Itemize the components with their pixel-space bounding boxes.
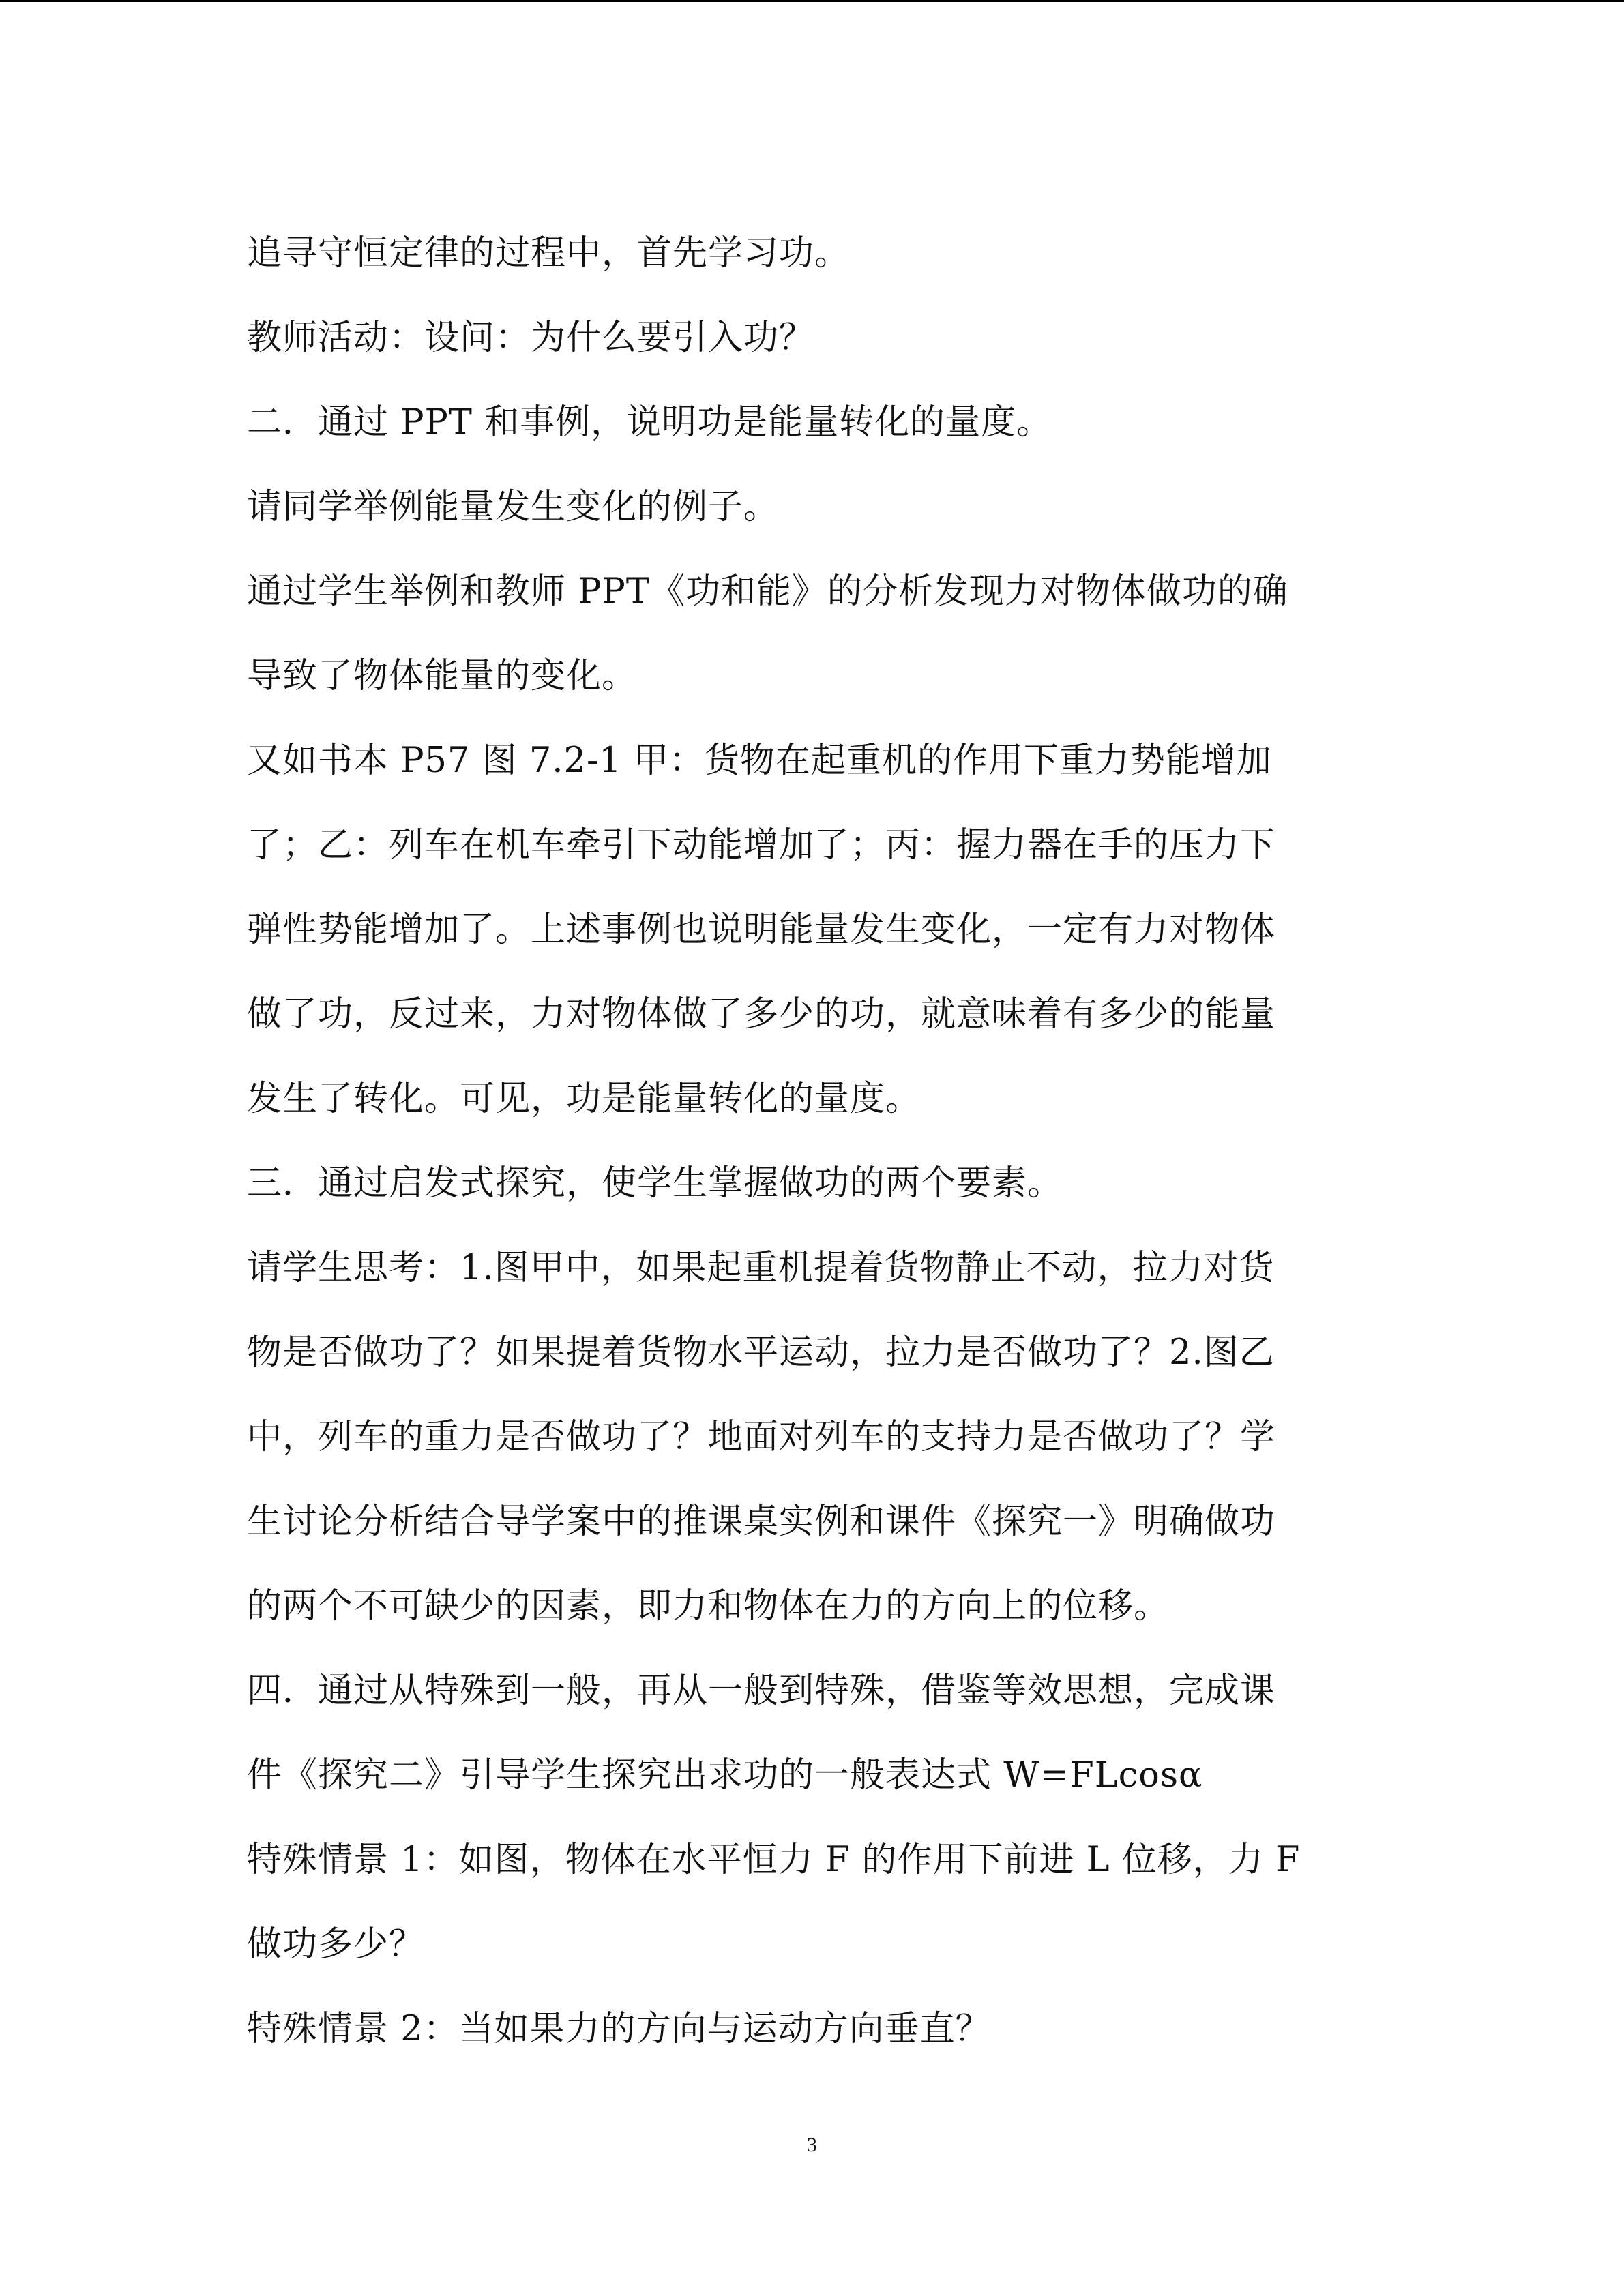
section-heading: 三．通过启发式探究，使学生掌握做功的两个要素。 [247,1163,1063,1204]
text-line: 生讨论分析结合导学案中的推课桌实例和课件《探究一》明确做功 [247,1502,1276,1542]
text-line: 导致了物体能量的变化。 [247,656,638,696]
text-line: 教师活动：设问：为什么要引入功？ [247,318,815,358]
text-line: 发生了转化。可见，功是能量转化的量度。 [247,1079,921,1119]
text-line: 物是否做功了？如果提着货物水平运动，拉力是否做功了？2.图乙 [247,1332,1275,1373]
text-line: 请学生思考：1.图甲中，如果起重机提着货物静止不动，拉力对货 [247,1248,1275,1288]
page-body [247,211,1365,2072]
text-line: 做了功，反过来，力对物体做了多少的功，就意味着有多少的能量 [247,994,1276,1034]
text-line: 中，列车的重力是否做功了？地面对列车的支持力是否做功了？学 [247,1417,1276,1457]
text-line: 特殊情景 1：如图，物体在水平恒力 F 的作用下前进 L 位移，力 F [247,1840,1301,1880]
text-line: 做功多少？ [247,1924,425,1965]
section-heading: 二．通过 PPT 和事例，说明功是能量转化的量度。 [247,402,1052,443]
text-line: 追寻守恒定律的过程中，首先学习功。 [247,233,851,273]
text-line: 通过学生举例和教师 PPT《功和能》的分析发现力对物体做功的确 [247,571,1288,612]
text-line: 请同学举例能量发生变化的例子。 [247,487,780,527]
section-heading: 四．通过从特殊到一般，再从一般到特殊，借鉴等效思想，完成课 [247,1671,1276,1711]
text-line: 了；乙：列车在机车牵引下动能增加了；丙：握力器在手的压力下 [247,825,1276,865]
text-line: 又如书本 P57 图 7.2-1 甲：货物在起重机的作用下重力势能增加 [247,741,1272,781]
text-line: 特殊情景 2：当如果力的方向与运动方向垂直？ [247,2009,991,2049]
text-line: 件《探究二》引导学生探究出求功的一般表达式 W=FLcosα [247,1755,1203,1795]
text-line: 弹性势能增加了。上述事例也说明能量发生变化，一定有力对物体 [247,910,1276,950]
text-line: 的两个不可缺少的因素，即力和物体在力的方向上的位移。 [247,1586,1170,1626]
page-number: 3 [807,2134,817,2156]
